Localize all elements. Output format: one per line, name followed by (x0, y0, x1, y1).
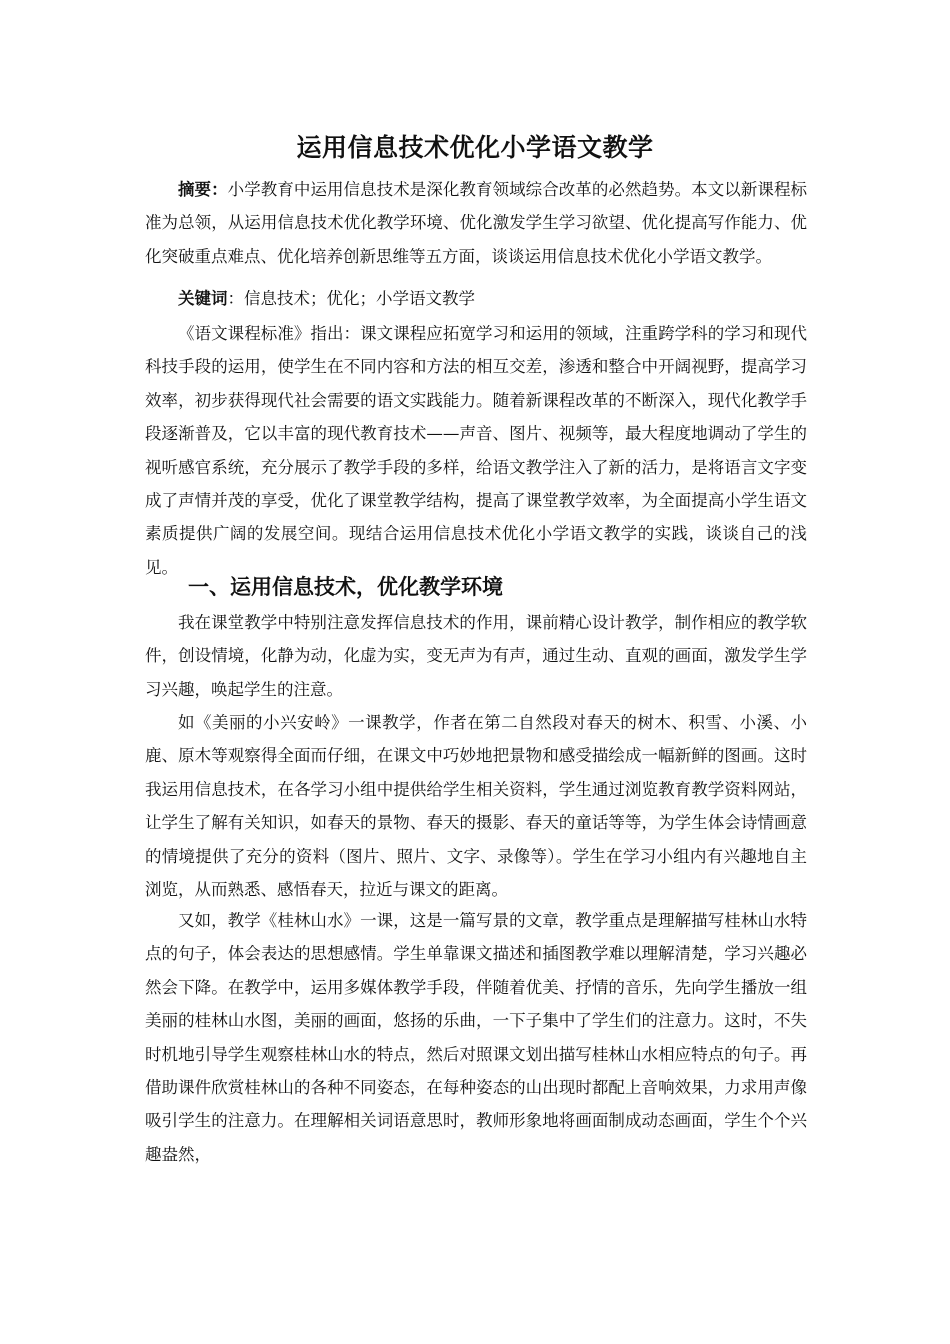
body-paragraph-2-block (145, 706, 807, 906)
body-paragraph-3-block (145, 904, 807, 1171)
keywords-text: ：信息技术；优化；小学语文教学 (227, 289, 475, 308)
abstract-text: 小学教育中运用信息技术是深化教育领域综合改革的必然趋势。本文以新课程标准为总领，从运用信息技术优化教学环境、优化激发学生学习欲望、优化提高写作能力、优化突破重点难点、优化培养创新思维等五方面，谈谈运用信息技术优化小学语文教学。 (145, 180, 808, 266)
section-heading: 一、运用信息技术，优化教学环境 (188, 575, 503, 599)
abstract-section (145, 173, 807, 273)
abstract-label: 摘要： (178, 180, 228, 199)
keywords-section (145, 282, 807, 315)
keywords-paragraph (145, 282, 807, 315)
abstract-paragraph (145, 173, 807, 273)
body-paragraph-1: 我在课堂教学中特别注意发挥信息技术的作用，课前精心设计教学，制作相应的教学软件，创设情境，化静为动，化虚为实，变无声为有声，通过生动、直观的画面，激发学生学习兴趣，唤起学生的注意。 (145, 613, 807, 699)
keywords-label: 关键词 (178, 289, 228, 308)
body-paragraph-2: 如《美丽的小兴安岭》一课教学，作者在第二自然段对春天的树木、积雪、小溪、小鹿、原木等观察得全面而仔细，在课文中巧妙地把景物和感受描绘成一幅新鲜的图画。这时我运用信息技术，在各学习小组中提供给学生相关资料，学生通过浏览教育教学资料网站，让学生了解有关知识，如春天的景物、春天的摄影、春天的童话等等，为学生体会诗情画意的情境提供了充分的资料（图片、照片、文字、录像等）。学生在学习小组内有兴趣地自主浏览，从而熟悉、感悟春天，拉近与课文的距离。 (145, 713, 807, 900)
intro-paragraph: 《语文课程标准》指出：课文课程应拓宽学习和运用的领域，注重跨学科的学习和现代科技手段的运用，使学生在不同内容和方法的相互交差，渗透和整合中开阔视野，提高学习效率，初步获得现代社会需要的语文实践能力。随着新课程改革的不断深入，现代化教学手段逐渐普及，它以丰富的现代教育技术——声音、图片、视频等，最大程度地调动了学生的视听感官系统，充分展示了教学手段的多样，给语文教学注入了新的活力，是将语言文字变成了声情并茂的享受，优化了课堂教学结构，提高了课堂教学效率，为全面提高小学生语文素质提供广阔的发展空间。现结合运用信息技术优化小学语文教学的实践，谈谈自己的浅见。 (145, 324, 807, 577)
intro-section (145, 317, 807, 584)
body-paragraph-3: 又如，教学《桂林山水》一课，这是一篇写景的文章，教学重点是理解描写桂林山水特点的句子，体会表达的思想感情。学生单靠课文描述和插图教学难以理解清楚，学习兴趣必然会下降。在教学中，运用多媒体教学手段，伴随着优美、抒情的音乐，先向学生播放一组美丽的桂林山水图，美丽的画面，悠扬的乐曲，一下子集中了学生们的注意力。这时，不失时机地引导学生观察桂林山水的特点，然后对照课文划出描写桂林山水相应特点的句子。再借助课件欣赏桂林山的各种不同姿态，在每种姿态的山出现时都配上音响效果，力求用声像吸引学生的注意力。在理解相关词语意思时，教师形象地将画面制成动态画面，学生个个兴趣盎然， (145, 911, 807, 1164)
document-title: 运用信息技术优化小学语文教学 (296, 133, 654, 162)
body-paragraph-1-block (145, 606, 807, 706)
